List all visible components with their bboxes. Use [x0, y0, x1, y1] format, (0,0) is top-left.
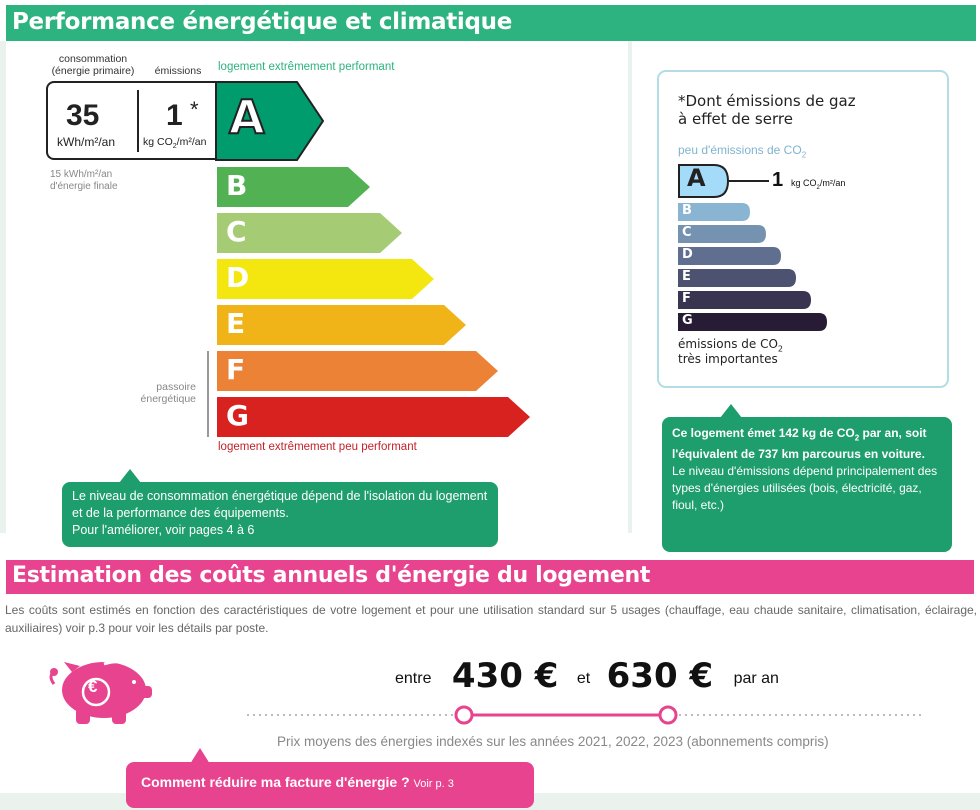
- section-header-costs: [6, 560, 974, 594]
- cost-between: entre: [395, 670, 432, 687]
- prices-note: Prix moyens des énergies indexés sur les années 2021, 2022, 2023 (abonnements compris): [277, 734, 829, 749]
- ges-info-bold: Ce logement émet 142 kg de $CO_2$ par an, soit l'équivalent de 737 km parcourus en voiture.: [672, 426, 927, 462]
- cost-min: 430 €: [451, 656, 559, 696]
- ges-unit: kg $CO_2/m^2/an$: [791, 178, 846, 191]
- ges-bar-e: [678, 269, 796, 287]
- top-performance-label: logement extrêmement performant: [218, 61, 395, 73]
- ges-bar-d: [678, 247, 781, 265]
- ges-info-bubble: [662, 417, 952, 552]
- consumption-value: 35: [66, 99, 100, 132]
- energy-bar-d: [217, 259, 434, 299]
- tip-bubble[interactable]: [126, 762, 534, 808]
- emissions-star: *: [190, 97, 199, 122]
- tip-text: Comment réduire ma facture d'énergie ?: [141, 774, 410, 790]
- passoire-marker-line: [207, 351, 209, 437]
- ges-title-line2: à effet de serre: [678, 110, 793, 128]
- cost-range: [395, 656, 779, 696]
- final-energy-label: 15 kWh/m²/an d'énergie finale: [50, 169, 118, 192]
- section-title-performance: Performance énergétique et climatique: [12, 9, 513, 35]
- ges-title-line1: *Dont émissions de gaz: [678, 92, 856, 110]
- energy-letter-d: D: [226, 261, 250, 294]
- ges-bar-f: [678, 291, 811, 309]
- cost-max-marker: [660, 707, 676, 723]
- ges-bar-g: [678, 313, 827, 331]
- consumption-unit: kWh/m²/an: [57, 135, 116, 149]
- passoire-label: passoire énergétique: [140, 381, 196, 405]
- cost-per-year: par an: [733, 670, 779, 687]
- bubble-pointer-energy: [119, 469, 141, 483]
- ges-high-label-line2: très importantes: [678, 352, 778, 366]
- energy-letter-b: B: [226, 169, 248, 202]
- consumption-label: consommation (énergie primaire): [51, 53, 135, 77]
- cost-min-marker: [456, 707, 472, 723]
- bottom-performance-label: logement extrêmement peu performant: [218, 441, 417, 453]
- energy-info-bubble: [62, 482, 498, 547]
- emissions-label: émissions: [154, 65, 202, 77]
- emissions-unit: kg $CO_2/m^2/an$: [143, 136, 207, 151]
- section-title-costs: Estimation des coûts annuels d'énergie du logement: [12, 563, 651, 588]
- ges-letter-b: B: [682, 203, 692, 218]
- piggy-bank-icon: [42, 650, 162, 728]
- energy-letter-f: F: [226, 353, 246, 386]
- section-header-performance: [6, 5, 976, 41]
- energy-bar-g: [217, 397, 530, 437]
- ges-letter-d: D: [682, 247, 693, 262]
- euro-symbol: €: [88, 677, 98, 696]
- energy-info-link[interactable]: Pour l'améliorer, voir pages 4 à 6: [72, 523, 255, 537]
- ges-high-label-line1: émissions de $CO_2$: [678, 337, 783, 354]
- ges-letter-g: G: [682, 313, 693, 328]
- cost-range-line: [245, 703, 927, 727]
- cost-and: et: [576, 670, 591, 687]
- emissions-value: 1: [166, 99, 183, 132]
- energy-letter-e: E: [226, 307, 246, 340]
- ges-letter-c: C: [682, 225, 692, 240]
- energy-bar-e: [217, 305, 466, 345]
- energy-letter-g: G: [226, 399, 249, 432]
- cost-max: 630 €: [606, 656, 714, 696]
- bubble-pointer-ges: [720, 404, 742, 418]
- ges-letter-e: E: [682, 269, 691, 284]
- tip-link[interactable]: Voir p. 3: [413, 778, 454, 790]
- value-box-divider: [137, 90, 139, 152]
- energy-letter-c: C: [226, 215, 247, 248]
- cost-description: Les coûts sont estimés en fonction des caractéristiques de votre logement et pour une utilisation standard sur 5 usages (chauffage, eau chaude sanitaire, climatisation, éclairage, auxiliaires) voir p.3 pour voir les détails par poste.: [5, 603, 977, 635]
- energy-bar-f: [217, 351, 498, 391]
- ges-letter-a: A: [687, 164, 706, 192]
- energy-letter-a: A: [229, 90, 265, 144]
- ges-letter-f: F: [682, 291, 691, 306]
- ges-low-label: peu d'émissions de $CO_2$: [678, 143, 807, 160]
- ges-info-text: Le niveau d'émissions dépend principalement des types d'énergies utilisées (bois, électricité, gaz, fioul, etc.): [672, 464, 938, 513]
- ges-value: 1: [772, 169, 784, 191]
- energy-info-text: Le niveau de consommation énergétique dépend de l'isolation du logement et de la performance des équipements.: [72, 489, 488, 520]
